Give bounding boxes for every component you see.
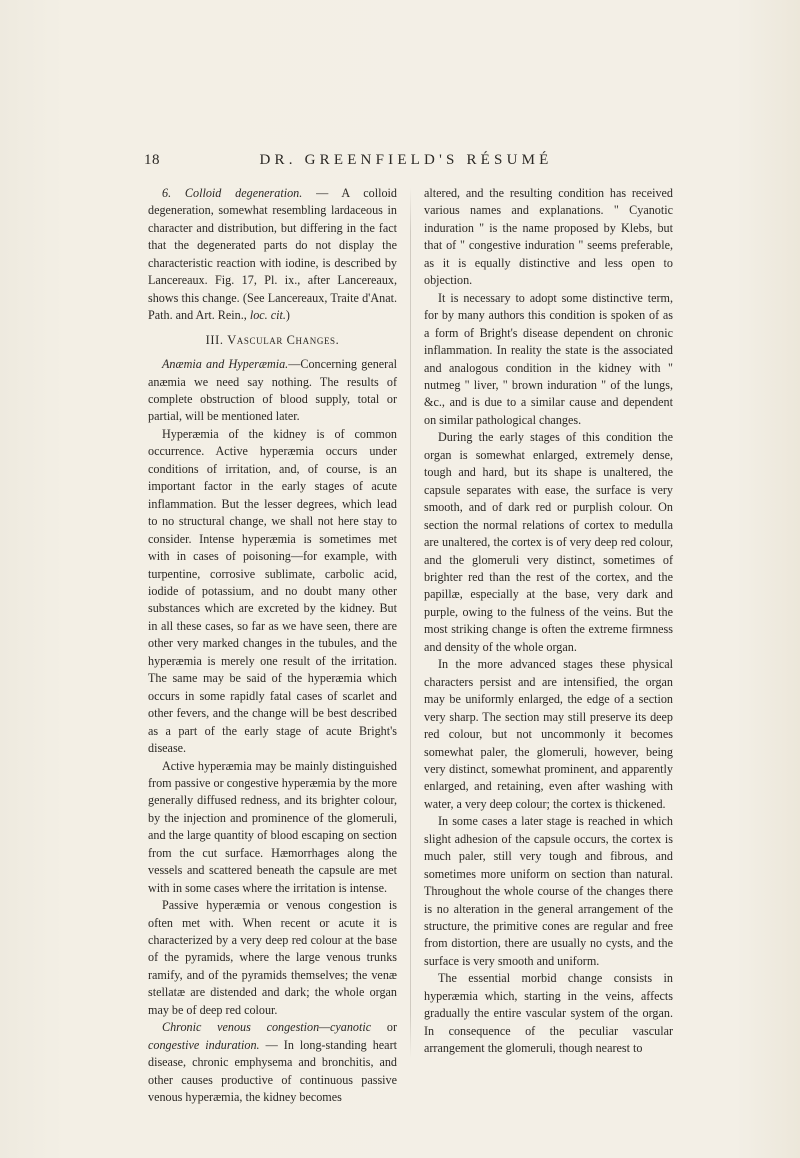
left-column — [148, 185, 397, 1107]
anaemia-text: —Concerning general anæmia we need say nothing. The results of complete obstruction of blood supply, total or partial, will be mentioned later. — [148, 357, 397, 424]
chronic-text: — In long-standing heart disease, chronic emphysema and bronchitis, and other causes productive of continuous passive venous hyperæmia, the kidney becomes — [148, 1037, 397, 1105]
section-heading — [148, 332, 397, 349]
loc-cit: loc. cit. — [249, 308, 286, 323]
paragraph-hyperaemia: Hyperæmia of the kidney is of common occurrence. Active hyperæmia occurs under conditions of irritation, and, of course, is an important factor in the early stages of acute inflammation. But the lesser degrees, which lead to no structural change, we shall not here stay to consider. Intense hyperæmia is sometimes met with in cases of poisoning—for example, with turpentine, corrosive sublimate, carbolic acid, iodide of potassium, and no doubt many other substances which are excreted by the kidney. But in all these cases, so far as we have seen, there are other very marked changes in the tubules, and the hyperæmia is merely one result of the irritation. The same may be said of the hyperæmia which occurs in some rapidly fatal cases of scarlet and other fevers, and the change will be best described as a part of the early stage of acute Bright's disease. — [148, 426, 397, 756]
right-column — [424, 185, 673, 1058]
chronic-heading-2: congestive induration. — [148, 1037, 260, 1052]
colloid-heading: 6. Colloid degeneration. — [162, 186, 303, 200]
running-head: DR. GREENFIELD'S RÉSUMÉ — [259, 152, 553, 168]
page-number: 18 — [144, 152, 160, 168]
paragraph-chronic-congestion — [148, 1019, 397, 1106]
paragraph-continued: altered, and the resulting condition has received various names and explanations. " Cyanotic induration " is the name proposed by Klebs, but that of " congestive induration " seems preferable, as it is equally distinctive and less open to objection. — [424, 186, 673, 288]
paragraph-anaemia — [148, 356, 397, 426]
paragraph-active-hyperaemia: Active hyperæmia may be mainly distinguished from passive or congestive hyperæmia by the more generally diffused redness, and its brighter colour, by the injection and prominence of the glomeruli, and the large quantity of blood escaping on section from the cut surface. Hæmorrhages along the vessels and scattered beneath the capsule are met with in some cases where the irritation is intense. — [148, 758, 397, 895]
page-header — [140, 152, 672, 178]
column-divider — [410, 188, 411, 1058]
colloid-close: ) — [285, 308, 290, 323]
paragraph-colloid-degeneration — [148, 185, 397, 325]
paragraph-early-stages: During the early stages of this condition the organ is somewhat enlarged, extremely dense, tough and hard, but its shape is unaltered, the capsule separates with ease, the surface is very smooth, and of dark red or purplish colour. On section the normal relations of cortex to medulla are unaltered, the cortex is of very deep red colour, and the glomeruli very distinct, sometimes of brighter red than the rest of the cortex, and the papillæ, especially at the base, very dark and purple, owing to the fulness of the veins. But the most striking change is often the extreme firmness and density of the whole organ. — [424, 430, 673, 654]
paragraph-essential-change: The essential morbid change consists in hyperæmia which, starting in the veins, affects gradually the entire vascular system of the organ. In consequence of the peculiar vascular arrangement the glomeruli, though nearest to — [424, 971, 673, 1056]
paragraph-passive-hyperaemia: Passive hyperæmia or venous congestion is often met with. When recent or acute it is characterized by a very deep red colour at the base of the pyramids, where the large venous trunks ramify, and of the pyramids themselves; the venæ stellatæ are distended and dark; the whole organ may be of deep red colour. — [148, 898, 397, 1017]
anaemia-heading: Anæmia and Hyperæmia. — [162, 357, 289, 372]
chronic-heading: Chronic venous congestion—cyanotic — [162, 1020, 372, 1035]
paragraph-distinctive-term: It is necessary to adopt some distinctive term, for by many authors this condition is spoken of as a form of Bright's disease dependent on chronic inflammation. In reality the state is the associated and analogous condition in the kidney with " nutmeg " liver, " brown induration " of the lungs, &c., and is due to a similar cause and dependent on similar pathological changes. — [424, 290, 673, 427]
colloid-text: — A colloid degeneration, somewhat resembling lardaceous in character and distribution, but differing in the fact that the degenerated parts do not display the characteristic reaction with iodine, is described by Lancereaux. Fig. 17, Pl. ix., after Lancereaux, shows this change. (See Lancereaux, Traite d'Anat. Path. and Art. Rein., — [148, 186, 397, 323]
paragraph-advanced-stages: In the more advanced stages these physical characters persist and are intensified, the organ may be uniformly enlarged, the edge of a section very sharp. The section may still preserve its deep red colour, but not uncommonly it becomes somewhat paler, the glomeruli, however, being very distinct, somewhat prominent, and apparently enlarged, and retaining, even after washing with water, a very deep colour; the cortex is thickened. — [424, 657, 673, 811]
chronic-or: or — [371, 1020, 397, 1035]
section-number: III. — [205, 332, 224, 347]
paragraph-later-stage: In some cases a later stage is reached in which slight adhesion of the capsule occurs, the cortex is much paler, still very tough and fibrous, and sometimes more uniform on section than natural. Throughout the whole course of the changes there is no alteration in the general arrangement of the structure, the primitive cones are regular and free from distortion, there are usually no cysts, and the surface is very smooth and uniform. — [424, 814, 673, 968]
section-title: Vascular Changes. — [227, 332, 340, 347]
